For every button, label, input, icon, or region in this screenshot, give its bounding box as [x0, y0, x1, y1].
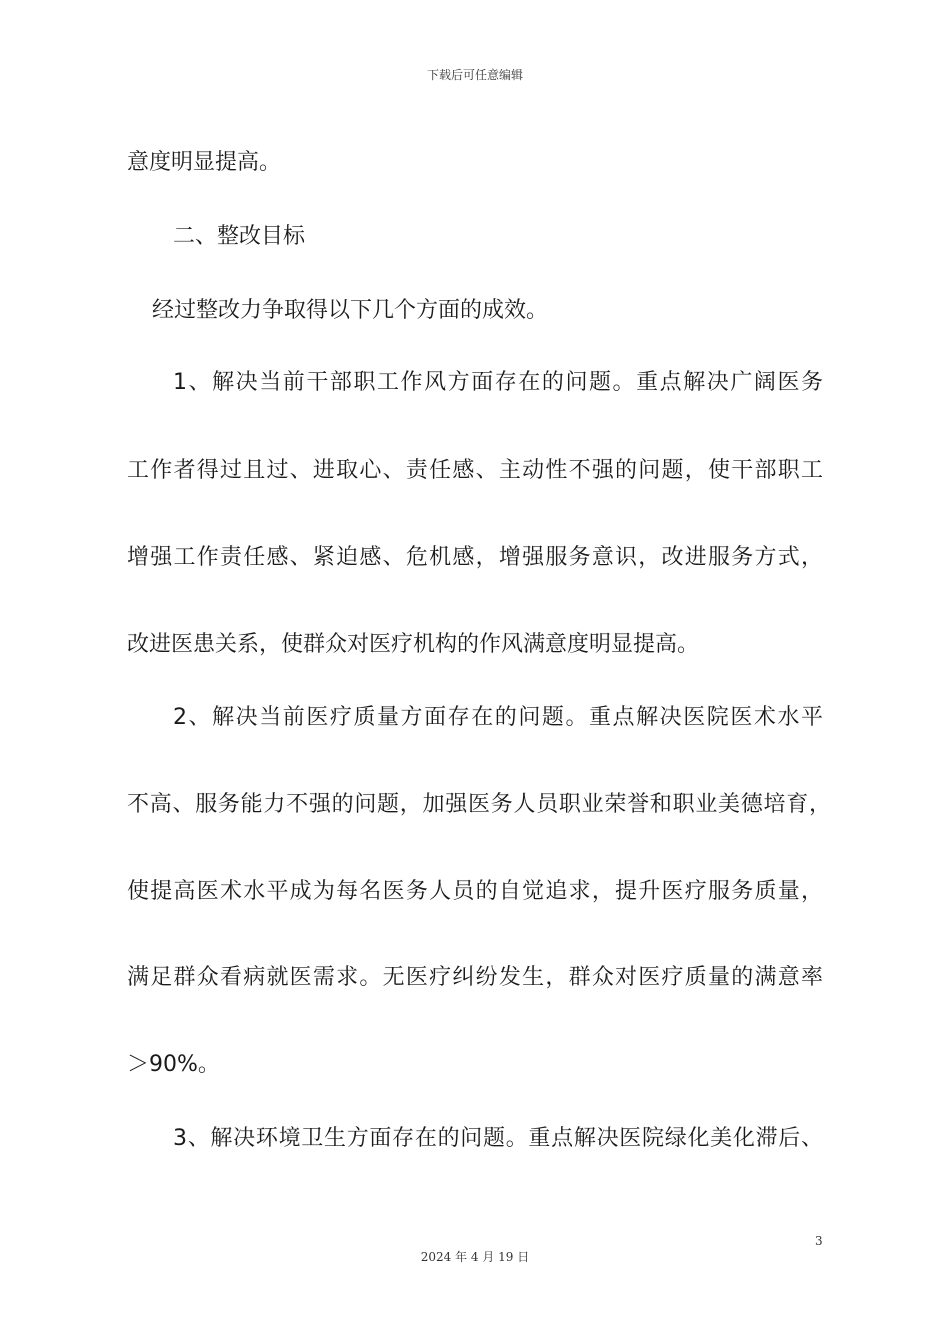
section-heading: 二、整改目标	[173, 224, 306, 249]
body-line-1: 意度明显提高。	[127, 150, 282, 175]
item-3-line-1: 3、解决环境卫生方面存在的问题。重点解决医院绿化美化滞后、	[173, 1126, 823, 1151]
item-2-line-4: 满足群众看病就医需求。无医疗纠纷发生，群众对医疗质量的满意率	[127, 965, 823, 990]
item-1-line-2: 工作者得过且过、进取心、责任感、主动性不强的问题，使干部职工	[127, 458, 823, 483]
body-line-3: 经过整改力争取得以下几个方面的成效。	[152, 298, 549, 323]
item-1-line-3: 增强工作责任感、紧迫感、危机感，增强服务意识，改进服务方式，	[127, 545, 823, 570]
page-header: 下载后可任意编辑	[426, 68, 523, 82]
page-number: 3	[815, 1234, 823, 1248]
item-2-line-2: 不高、服务能力不强的问题，加强医务人员职业荣誉和职业美德培育，	[127, 792, 831, 817]
item-1-line-4: 改进医患关系，使群众对医疗机构的作风满意度明显提高。	[127, 632, 700, 657]
item-2-line-5: ＞90%。	[127, 1052, 220, 1077]
item-2-line-3: 使提高医术水平成为每名医务人员的自觉追求，提升医疗服务质量，	[127, 879, 823, 904]
item-1-line-1: 1、解决当前干部职工作风方面存在的问题。重点解决广阔医务	[173, 370, 823, 395]
item-2-line-1: 2、解决当前医疗质量方面存在的问题。重点解决医院医术水平	[173, 705, 823, 730]
footer-date: 2024 年 4 月 19 日	[420, 1250, 530, 1264]
